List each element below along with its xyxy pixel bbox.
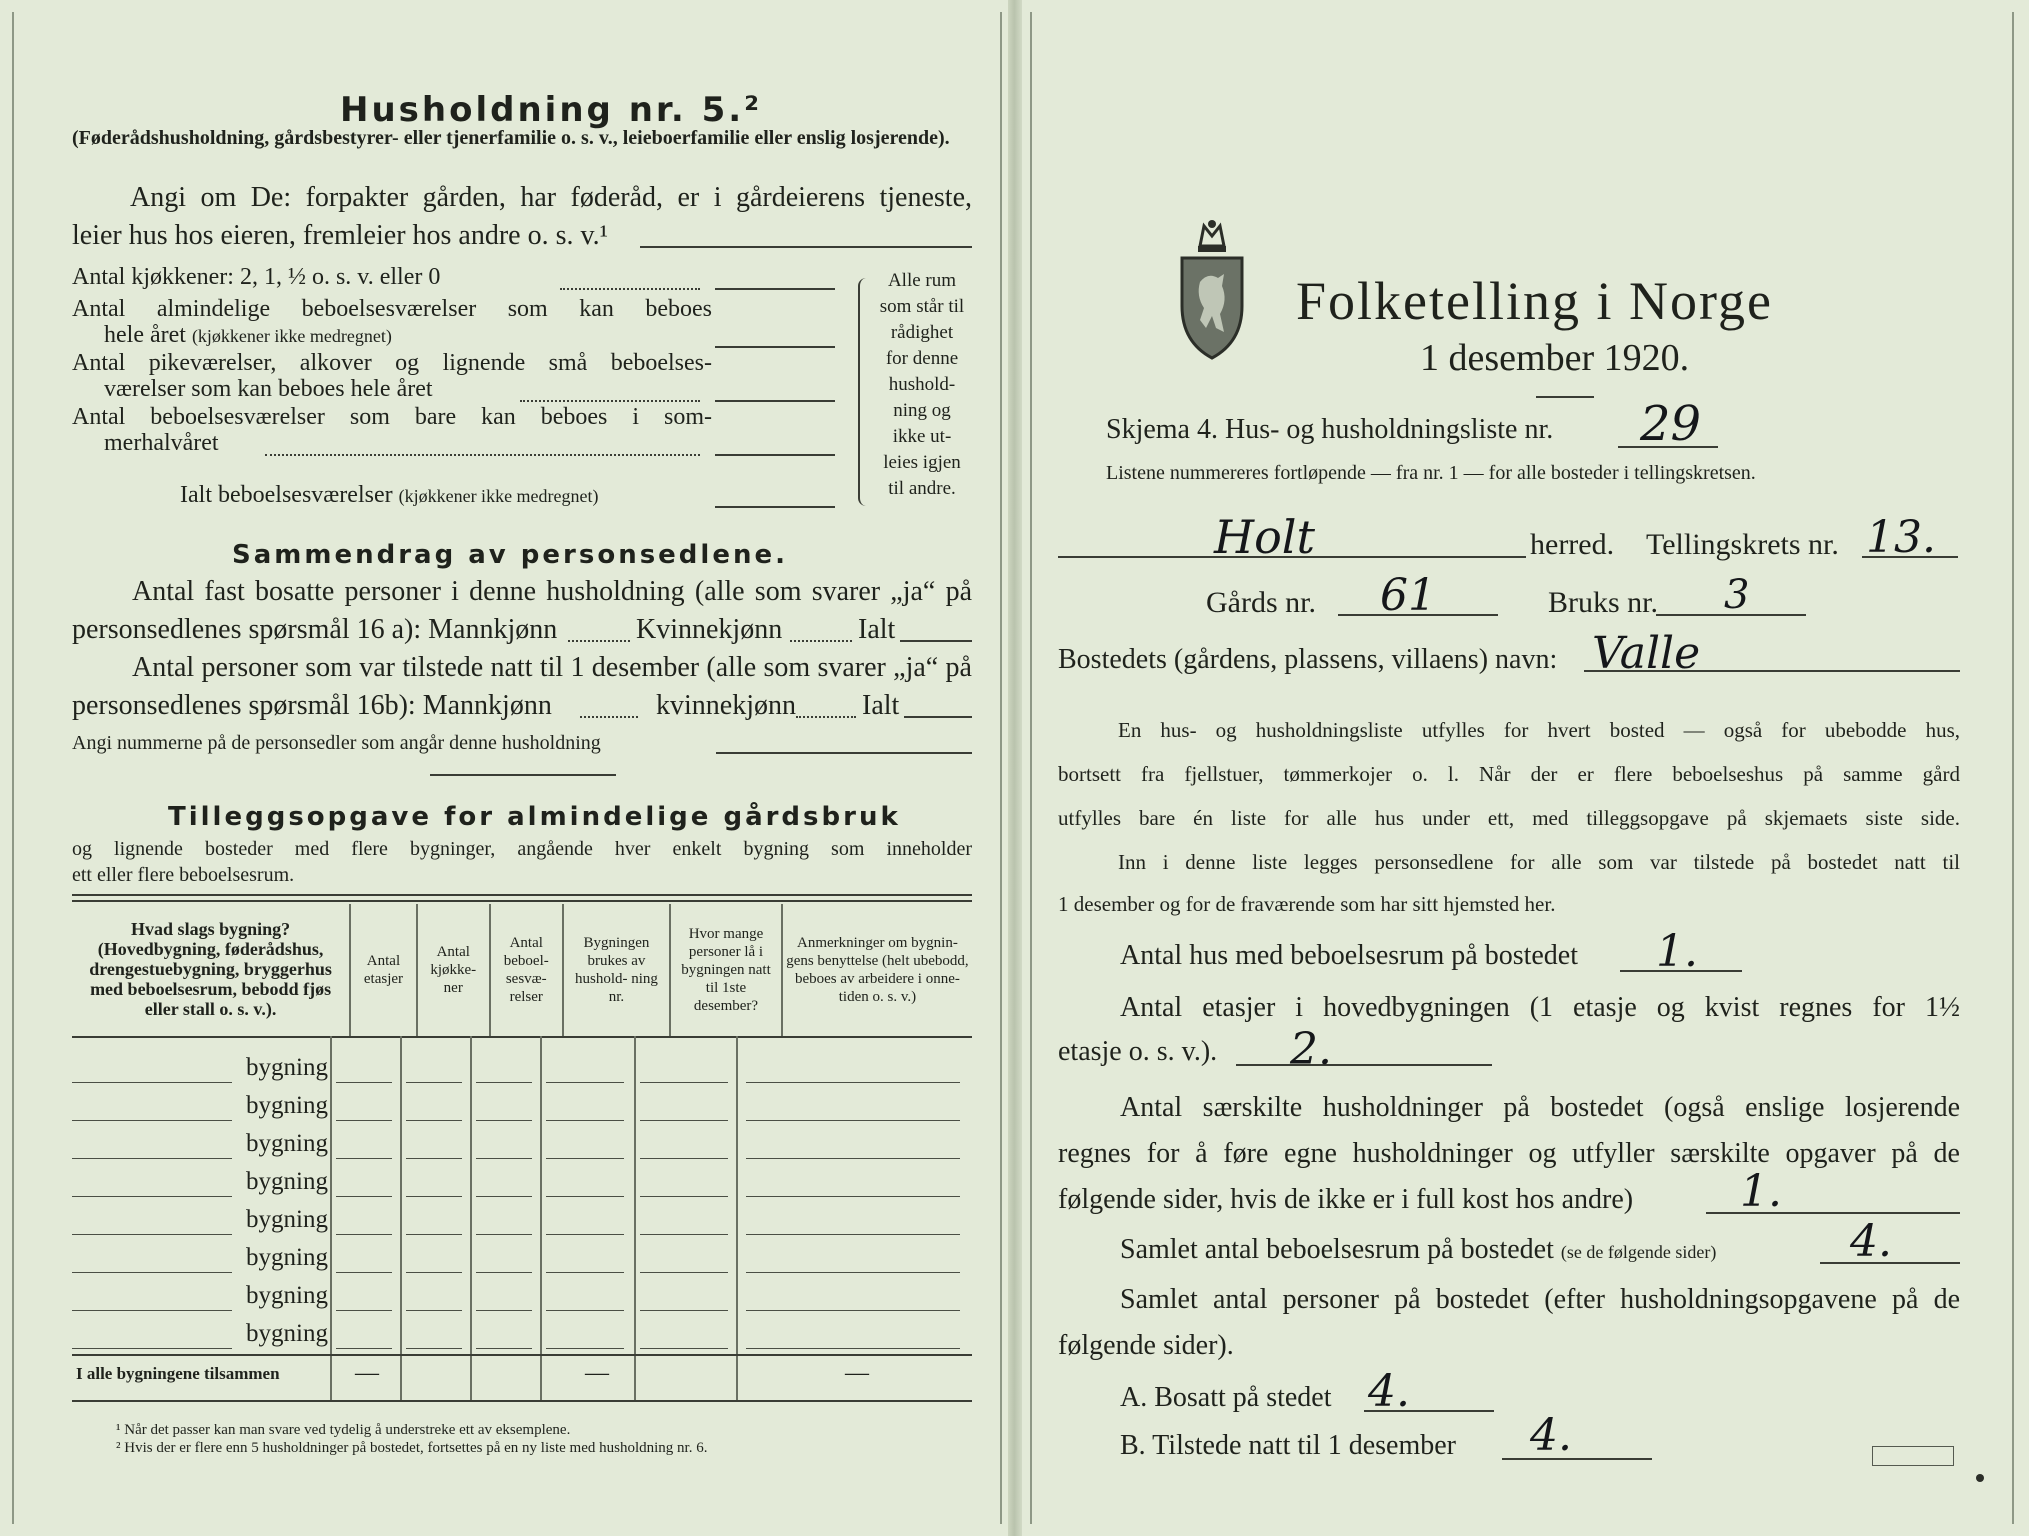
total-mark: — xyxy=(355,1360,379,1386)
hus-value: 1. xyxy=(1656,926,1698,977)
footnote-2: ² Hvis der er flere enn 5 husholdninger på bostedet, fortsettes på en ny liste med husholdning nr. 6. xyxy=(116,1440,708,1456)
table-top-rule xyxy=(72,894,972,896)
tilst-ialt-answer xyxy=(904,716,972,718)
table-cell-line xyxy=(72,1310,232,1311)
table-cell-line xyxy=(546,1158,624,1159)
table-cell-line xyxy=(476,1196,532,1197)
ialt-text: Ialt beboelsesværelser xyxy=(180,482,393,508)
col-header-personer: Hvor mange personer lå i bygningen natt til 1ste desember? xyxy=(670,904,782,1036)
b-line xyxy=(1502,1458,1652,1460)
footnote-1: ¹ Når det passer kan man svare ved tydelig å understreke ett av eksemplene. xyxy=(116,1422,571,1438)
bosted-label: Bostedets (gårdens, plassens, villaens) navn: xyxy=(1058,644,1558,675)
angi-line-2: leier hus hos eieren, fremleier hos andre o. s. v.¹ xyxy=(72,220,609,251)
table-cell-line xyxy=(746,1348,960,1349)
section-divider xyxy=(430,774,616,776)
herred-label: herred. xyxy=(1530,528,1615,561)
tillegg-line-2: ett eller flere beboelsesrum. xyxy=(72,864,295,886)
brace-note-line: ning og xyxy=(893,400,951,421)
listene-note: Listene nummereres fortløpende — fra nr. 1 — for alle bosteder i tellingskretsen. xyxy=(1106,462,1756,484)
para2-line-2: 1 desember og for de fraværende som har sitt hjemsted her. xyxy=(1058,892,1556,916)
krets-value: 13. xyxy=(1866,512,1936,563)
alm-line-2 xyxy=(104,322,392,349)
table-cell-line xyxy=(406,1196,462,1197)
tilst-line-1: Antal personer som var tilstede natt til 1 desember (alle som svarer „ja“ på xyxy=(132,652,972,683)
ialt-answer xyxy=(715,506,835,508)
tilst-line-2c: Ialt xyxy=(862,690,900,721)
ialt-small: (kjøkkener ikke medregnet) xyxy=(398,486,599,506)
table-cell-line xyxy=(476,1120,532,1121)
table-cell-line xyxy=(406,1348,462,1349)
tillegg-line-1: og lignende bosteder med flere bygninger, angående hver enkelt bygning som inneholder xyxy=(72,838,972,860)
table-cell-line xyxy=(336,1310,392,1311)
table-cell-line xyxy=(336,1120,392,1121)
table-cell-line xyxy=(640,1272,728,1273)
table-cell-line xyxy=(546,1234,624,1235)
kjokkener-answer xyxy=(715,288,835,290)
table-cell-line xyxy=(476,1272,532,1273)
brace-note-line: ikke ut- xyxy=(892,426,952,447)
fast-mann-answer xyxy=(568,640,630,642)
tilst-mann-answer xyxy=(580,716,638,718)
skjema-nr-value: 29 xyxy=(1640,396,1702,452)
table-cell-line xyxy=(476,1082,532,1083)
table-row-label: bygning xyxy=(246,1168,328,1195)
brace-note-line: Alle rum xyxy=(887,270,957,291)
table-row-label: bygning xyxy=(246,1320,328,1347)
table-cell-line xyxy=(72,1234,232,1235)
table-cell-line xyxy=(640,1082,728,1083)
left-page-rule xyxy=(1000,12,1002,1524)
title-divider xyxy=(1536,396,1594,398)
census-title: Folketelling i Norge xyxy=(1296,271,1773,331)
kjokkener-dots xyxy=(560,288,700,290)
table-row-label: bygning xyxy=(246,1282,328,1309)
col-header-anmerkninger: Anmerkninger om bygnin- gens benyttelse (helt ubebodd, beboes av arbeidere i onne- tiden o. s. v.) xyxy=(786,935,969,1005)
pike-dots xyxy=(520,400,700,402)
table-cell-line xyxy=(546,1082,624,1083)
col-header-husholdning: Bygningen brukes av hushold- ning nr. xyxy=(563,904,670,1036)
a-value: 4. xyxy=(1368,1366,1410,1417)
col-header-rom: Antal beboel- sesvæ- relser xyxy=(490,904,563,1036)
right-edge-line xyxy=(2012,12,2014,1524)
table-cell-line xyxy=(546,1196,624,1197)
alm-line-2-small: (kjøkkener ikke medregnet) xyxy=(191,326,392,346)
household-title: Husholdning nr. 5.² xyxy=(340,90,763,130)
skjema-line: Skjema 4. Hus- og husholdningsliste nr. xyxy=(1106,414,1554,445)
table-cell-line xyxy=(72,1272,232,1273)
rum-line xyxy=(1120,1234,1716,1266)
etasjer-line xyxy=(1236,1064,1492,1066)
fast-ialt-answer xyxy=(900,640,972,642)
table-bottom-rule xyxy=(72,1400,972,1402)
table-column-divider xyxy=(736,1036,738,1400)
table-cell-line xyxy=(640,1196,728,1197)
table-cell-line xyxy=(336,1348,392,1349)
table-cell-line xyxy=(640,1310,728,1311)
sk-line-1: Antal særskilte husholdninger på bostedet (også enslige losjerende xyxy=(1120,1092,1960,1123)
rum-small: (se de følgende sider) xyxy=(1560,1242,1717,1262)
bruks-label: Bruks nr. xyxy=(1548,586,1659,619)
table-cell-line xyxy=(406,1272,462,1273)
table-cell-line xyxy=(640,1234,728,1235)
brace-note-line: hushold- xyxy=(888,374,956,395)
alm-answer xyxy=(715,346,835,348)
table-cell-line xyxy=(476,1158,532,1159)
table-cell-line xyxy=(746,1310,960,1311)
table-row-label: bygning xyxy=(246,1244,328,1271)
table-cell-line xyxy=(640,1120,728,1121)
table-cell-line xyxy=(746,1272,960,1273)
tilst-line-2a: personsedlenes spørsmål 16b): Mannkjønn xyxy=(72,690,552,721)
table-cell-line xyxy=(640,1158,728,1159)
som-dots xyxy=(265,454,700,456)
table-cell-line xyxy=(546,1120,624,1121)
table-row-label: bygning xyxy=(246,1092,328,1119)
etasjer-line-2: etasje o. s. v.). xyxy=(1058,1036,1218,1067)
table-cell-line xyxy=(406,1310,462,1311)
etasjer-line-1: Antal etasjer i hovedbygningen (1 etasje og kvist regnes for 1½ xyxy=(1120,992,1960,1023)
pers-line-1: Samlet antal personer på bostedet (efter husholdningsopgavene på de xyxy=(1120,1284,1960,1315)
brace-note-line: til andre. xyxy=(888,478,956,499)
table-column-divider xyxy=(634,1036,636,1400)
answer-line xyxy=(640,246,972,248)
brace-note xyxy=(868,268,976,502)
brace-note-line: rådighet xyxy=(890,322,954,343)
alm-line-2-text: hele året xyxy=(104,322,186,348)
brace-note-line: leies igjen xyxy=(883,452,961,473)
norway-coat-of-arms-icon xyxy=(1172,216,1252,366)
som-line-1: Antal beboelsesværelser som bare kan beboes i som- xyxy=(72,404,712,430)
printer-stamp xyxy=(1872,1446,1954,1466)
left-edge-line xyxy=(12,12,14,1524)
sk-line-2: regnes for å føre egne husholdninger og utfyller særskilte opgaver på de xyxy=(1058,1138,1960,1169)
tilst-line-2b: kvinnekjønn xyxy=(656,690,796,721)
som-line-2: merhalvåret xyxy=(104,430,219,456)
table-cell-line xyxy=(336,1082,392,1083)
table-header-rule xyxy=(72,1036,972,1038)
herred-value: Holt xyxy=(1214,510,1316,564)
b-value: 4. xyxy=(1530,1410,1572,1461)
pike-line-1: Antal pikeværelser, alkover og lignende små beboelses- xyxy=(72,350,712,376)
table-cell-line xyxy=(746,1234,960,1235)
pike-line-2: værelser som kan beboes hele året xyxy=(104,376,433,402)
para1-line-2: bortsett fra fjellstuer, tømmerkojer o. l. Når der er flere beboelseshus på samme gård xyxy=(1058,762,1960,786)
table-cell-line xyxy=(72,1348,232,1349)
fast-line-2c: Ialt xyxy=(858,614,896,645)
table-cell-line xyxy=(476,1348,532,1349)
b-label: B. Tilstede natt til 1 desember xyxy=(1120,1430,1456,1461)
pers-line-2: følgende sider). xyxy=(1058,1330,1234,1361)
para1-line-1: En hus- og husholdningsliste utfylles for hvert bosted — også for ubebodde hus, xyxy=(1118,718,1960,742)
bruks-value: 3 xyxy=(1724,572,1750,618)
table-cell-line xyxy=(406,1234,462,1235)
sammendrag-title: Sammendrag av personsedlene. xyxy=(232,540,788,570)
table-cell-line xyxy=(746,1120,960,1121)
brace-note-line: som står til xyxy=(879,296,965,317)
table-column-divider xyxy=(540,1036,542,1400)
right-page-rule xyxy=(1030,12,1032,1524)
etasjer-value: 2. xyxy=(1290,1024,1332,1075)
table-column-divider xyxy=(400,1036,402,1400)
sk-line-3: følgende sider, hvis de ikke er i full kost hos andre) xyxy=(1058,1184,1634,1215)
bosted-value: Valle xyxy=(1592,628,1701,679)
table-total-rule xyxy=(72,1354,972,1356)
hus-label: Antal hus med beboelsesrum på bostedet xyxy=(1120,940,1579,971)
total-mark: — xyxy=(845,1360,869,1386)
total-mark: — xyxy=(585,1360,609,1386)
col-header-etasjer: Antal etasjer xyxy=(350,904,417,1036)
krets-label: Tellingskrets nr. xyxy=(1646,528,1839,561)
kjokkener-label: Antal kjøkkener: 2, 1, ½ o. s. v. eller 0 xyxy=(72,264,441,290)
fast-kvinne-answer xyxy=(790,640,852,642)
table-cell-line xyxy=(546,1272,624,1273)
table-cell-line xyxy=(406,1120,462,1121)
angi-numre: Angi nummerne på de personsedler som angår denne husholdning xyxy=(72,732,601,754)
table-cell-line xyxy=(476,1310,532,1311)
som-answer xyxy=(715,454,835,456)
gards-value: 61 xyxy=(1380,570,1436,621)
rum-value: 4. xyxy=(1850,1216,1892,1267)
table-cell-line xyxy=(640,1348,728,1349)
pike-answer xyxy=(715,400,835,402)
fast-line-2b: Kvinnekjønn xyxy=(636,614,783,645)
col-header-type-text: Hvad slags bygning? (Hovedbygning, føderådshus, drengestuebygning, bryggerhus med beboelsesrum, bebodd fjøs eller stall o. s. v.). xyxy=(89,919,332,1019)
table-column-divider xyxy=(330,1036,332,1400)
tilst-kvinne-answer xyxy=(796,716,856,718)
gards-label: Gårds nr. xyxy=(1206,586,1316,619)
alm-line-1: Antal almindelige beboelsesværelser som kan beboes xyxy=(72,296,712,322)
building-table-header xyxy=(72,904,972,1036)
col-header-type xyxy=(72,904,350,1036)
rum-label: Samlet antal beboelsesrum på bostedet xyxy=(1120,1234,1554,1265)
table-cell-line xyxy=(336,1196,392,1197)
table-cell-line xyxy=(406,1158,462,1159)
table-row-label: bygning xyxy=(246,1206,328,1233)
table-cell-line xyxy=(546,1348,624,1349)
table-row-label: bygning xyxy=(246,1054,328,1081)
table-cell-line xyxy=(336,1234,392,1235)
fast-line-2a: personsedlenes spørsmål 16 a): Mannkjønn xyxy=(72,614,558,645)
table-row-label: bygning xyxy=(246,1130,328,1157)
angi-numre-answer xyxy=(716,752,972,754)
tillegg-title: Tilleggsopgave for almindelige gårdsbruk xyxy=(168,802,901,832)
table-cell-line xyxy=(476,1234,532,1235)
table-cell-line xyxy=(746,1082,960,1083)
para1-line-3: utfylles bare én liste for alle hus under ett, med tilleggsopgave på skjemaets siste side. xyxy=(1058,806,1960,830)
fast-line-1: Antal fast bosatte personer i denne husholdning (alle som svarer „ja“ på xyxy=(132,576,972,607)
a-label: A. Bosatt på stedet xyxy=(1120,1382,1332,1413)
para2-line-1: Inn i denne liste legges personsedlene for alle som var tilstede på bostedet natt til xyxy=(1118,850,1960,874)
table-cell-line xyxy=(72,1158,232,1159)
table-cell-line xyxy=(336,1158,392,1159)
ialt-line xyxy=(180,482,599,509)
page-fold xyxy=(1008,0,1022,1536)
col-header-kjokkener: Antal kjøkke- ner xyxy=(417,904,490,1036)
census-date: 1 desember 1920. xyxy=(1420,337,1690,379)
table-cell-line xyxy=(746,1196,960,1197)
table-column-divider xyxy=(470,1036,472,1400)
angi-line-1: Angi om De: forpakter gården, har føderåd, er i gårdeierens tjeneste, xyxy=(130,182,972,213)
brace-note-line: for denne xyxy=(885,348,959,369)
table-cell-line xyxy=(72,1082,232,1083)
table-cell-line xyxy=(406,1082,462,1083)
ink-dot xyxy=(1976,1474,1984,1482)
total-label: I alle bygningene tilsammen xyxy=(76,1364,280,1383)
table-cell-line xyxy=(72,1120,232,1121)
table-cell-line xyxy=(746,1158,960,1159)
table-cell-line xyxy=(546,1310,624,1311)
sk-value: 1. xyxy=(1740,1166,1782,1217)
table-cell-line xyxy=(72,1196,232,1197)
household-intro: (Føderådshusholdning, gårdsbestyrer- eller tjenerfamilie o. s. v., leieboerfamilie eller enslig losjerende). xyxy=(72,127,950,149)
table-top-rule-2 xyxy=(72,900,972,902)
table-cell-line xyxy=(336,1272,392,1273)
